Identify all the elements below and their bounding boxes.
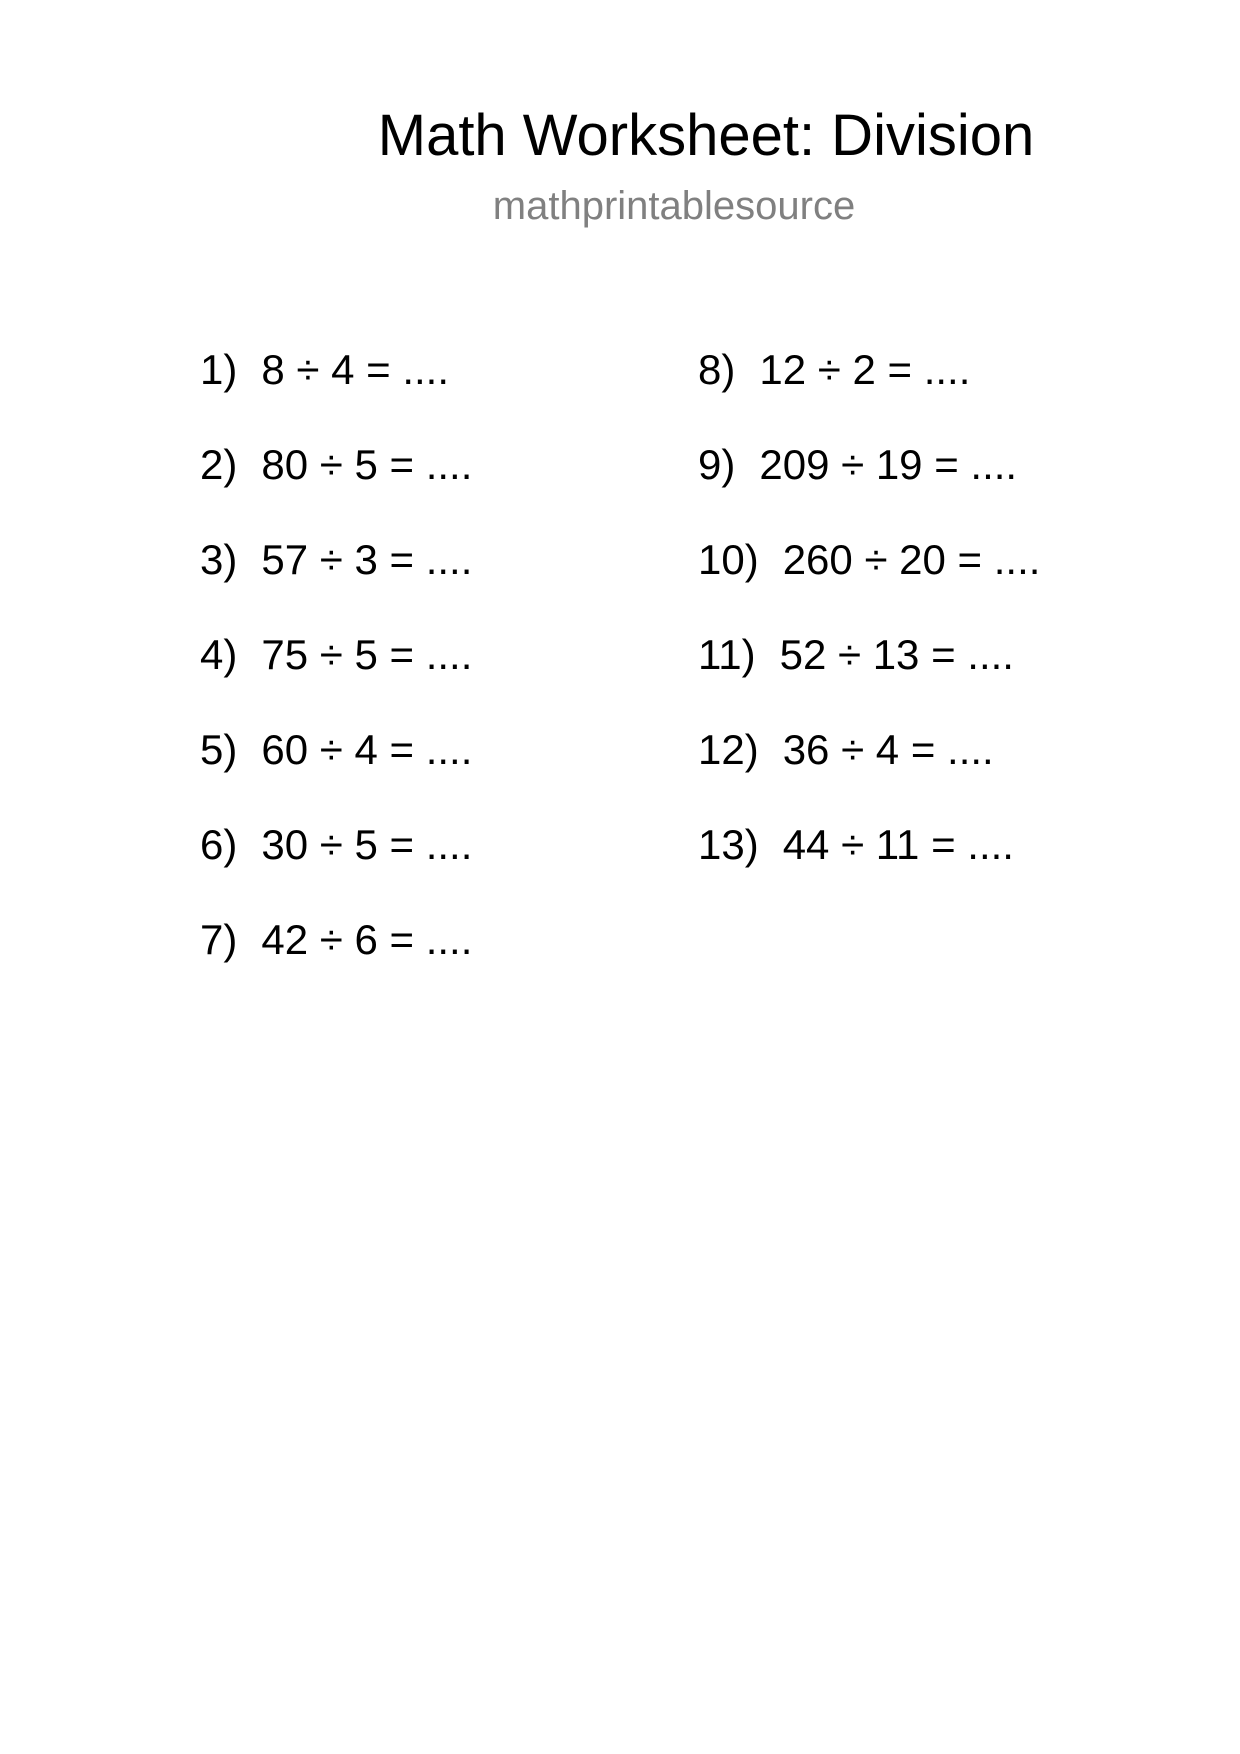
problem-number: 1)	[200, 346, 238, 393]
problem-number: 5)	[200, 726, 238, 773]
problem-number: 3)	[200, 536, 238, 583]
problem-9	[698, 435, 1040, 530]
problem-4	[200, 625, 472, 720]
problem-column-right	[698, 340, 1040, 910]
problem-expression: 12 ÷ 2 = ....	[759, 346, 971, 393]
problem-7	[200, 910, 472, 1005]
problem-column-left	[200, 340, 472, 1005]
problem-13	[698, 815, 1040, 910]
problem-number: 10)	[698, 536, 759, 583]
problem-3	[200, 530, 472, 625]
problem-expression: 52 ÷ 13 = ....	[779, 631, 1014, 678]
problem-expression: 30 ÷ 5 = ....	[261, 821, 473, 868]
problem-11	[698, 625, 1040, 720]
problem-expression: 57 ÷ 3 = ....	[261, 536, 473, 583]
problem-number: 8)	[698, 346, 736, 393]
problem-number: 9)	[698, 441, 736, 488]
problem-expression: 209 ÷ 19 = ....	[759, 441, 1018, 488]
problem-number: 2)	[200, 441, 238, 488]
problem-expression: 8 ÷ 4 = ....	[261, 346, 450, 393]
problem-expression: 36 ÷ 4 = ....	[782, 726, 994, 773]
problem-expression: 60 ÷ 4 = ....	[261, 726, 473, 773]
problem-6	[200, 815, 472, 910]
problem-number: 11)	[698, 631, 756, 678]
problem-10	[698, 530, 1040, 625]
worksheet-title: Math Worksheet: Division	[377, 103, 1035, 168]
problem-expression: 44 ÷ 11 = ....	[782, 821, 1014, 868]
problem-number: 6)	[200, 821, 238, 868]
problem-5	[200, 720, 472, 815]
problem-number: 13)	[698, 821, 759, 868]
problem-expression: 42 ÷ 6 = ....	[261, 916, 473, 963]
problem-expression: 75 ÷ 5 = ....	[261, 631, 473, 678]
problem-2	[200, 435, 472, 530]
problem-8	[698, 340, 1040, 435]
problem-number: 12)	[698, 726, 759, 773]
problem-12	[698, 720, 1040, 815]
problem-expression: 260 ÷ 20 = ....	[782, 536, 1041, 583]
problem-number: 7)	[200, 916, 238, 963]
problem-number: 4)	[200, 631, 238, 678]
worksheet-subtitle: mathprintablesource	[492, 184, 856, 228]
problem-1	[200, 340, 472, 435]
problem-expression: 80 ÷ 5 = ....	[261, 441, 473, 488]
